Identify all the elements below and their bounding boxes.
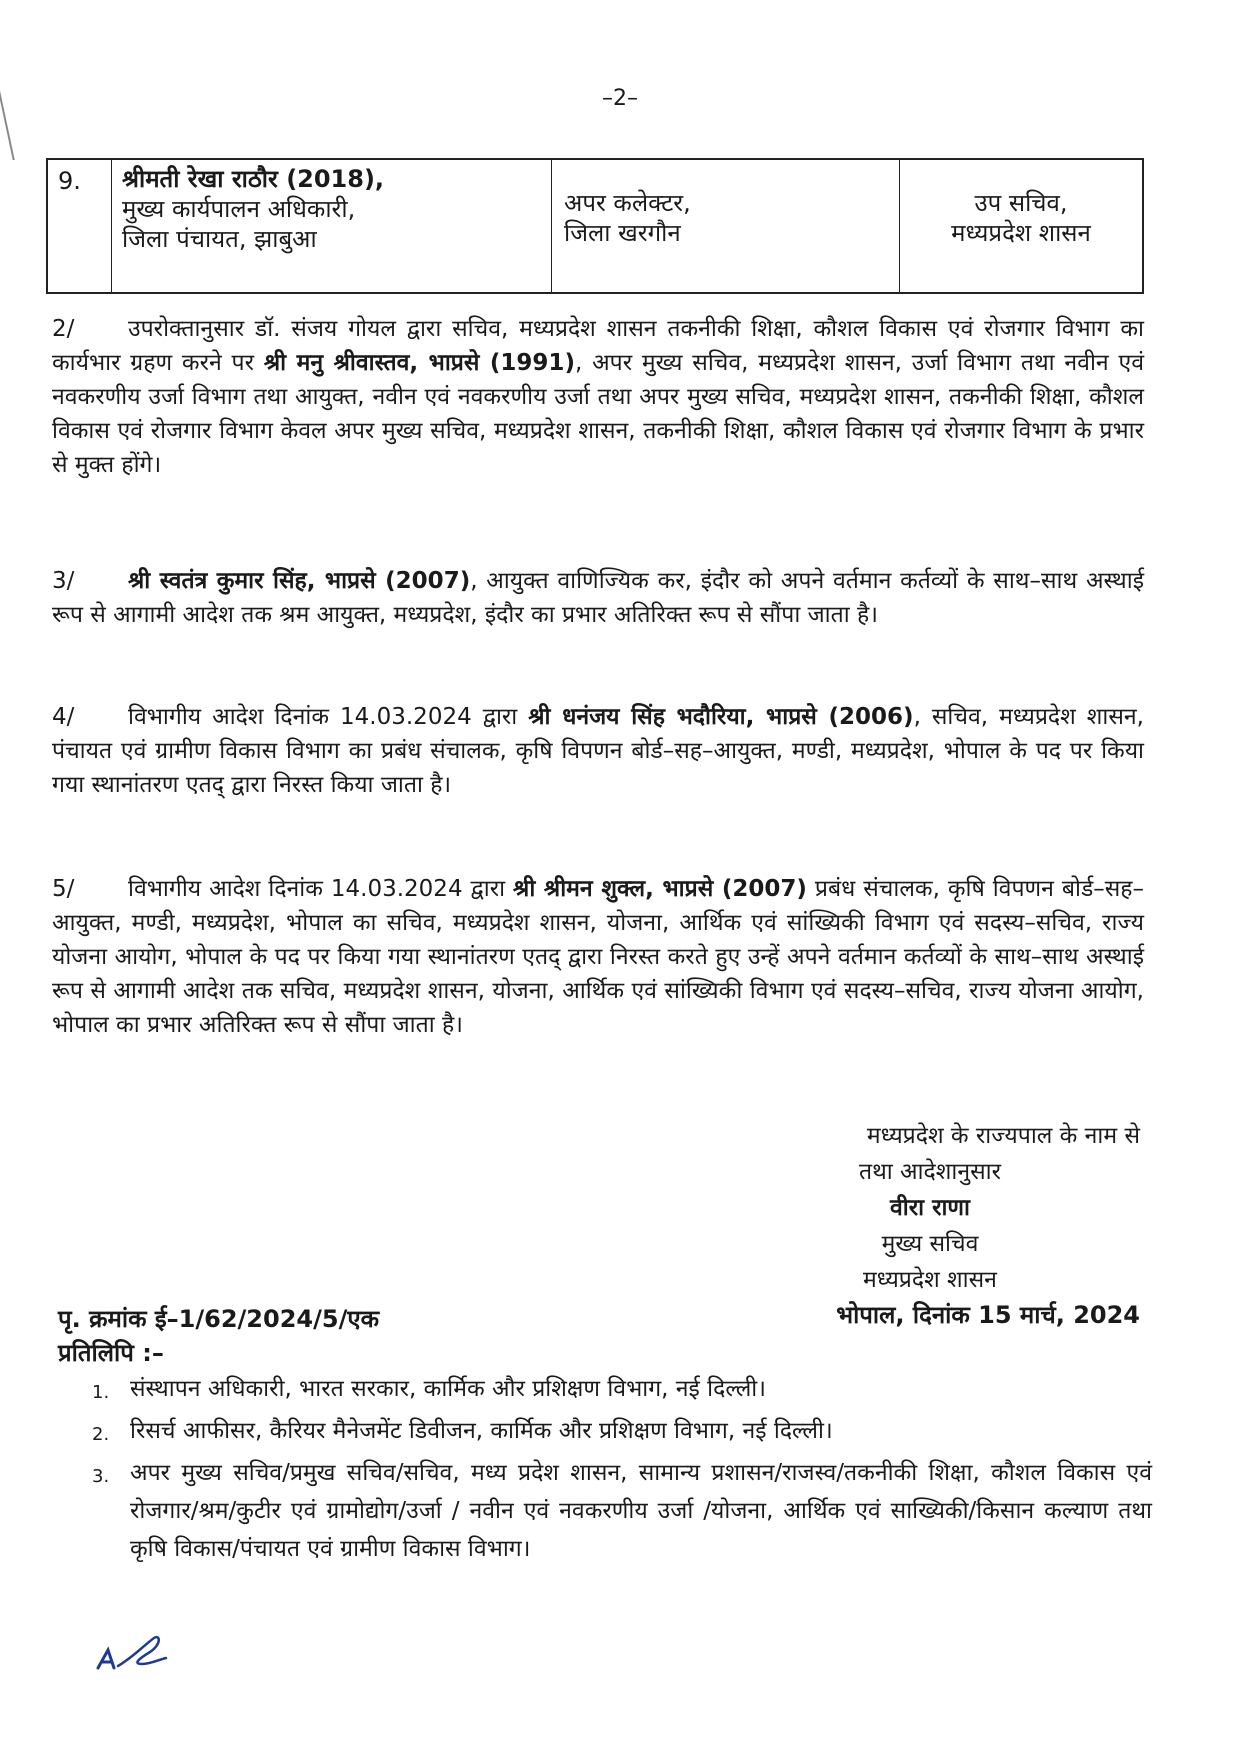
- paragraph-5: [52, 872, 1144, 1042]
- paragraph-text: , आयुक्त वाणिज्यिक कर, इंदौर को अपने वर्तमान कर्तव्यों के साथ–साथ अस्थाई रूप से आगामी आदेश तक श्रम आयुक्त, मध्यप्रदेश, इंदौर का प्रभार अतिरिक्त रूप से सौंपा जाता है।: [52, 568, 1144, 628]
- officer-name-bold: श्री मनु श्रीवास्तव, भाप्रसे (1991): [263, 350, 575, 376]
- paragraph-text: , सचिव, मध्यप्रदेश शासन, पंचायत एवं ग्रामीण विकास विभाग का प्रबंध संचालक, कृषि विपणन बोर्ड–सह–आयुक्त, मण्डी, मध्यप्रदेश, भोपाल के पद पर किया गया स्थानांतरण एतद् द्वारा निरस्त किया जाता है।: [52, 704, 1144, 798]
- paragraph-text: प्रबंध संचालक, कृषि विपणन बोर्ड–सह–आयुक्त, मण्डी, मध्यप्रदेश, भोपाल का सचिव, मध्यप्रदेश शासन, योजना, आर्थिक एवं सांख्यिकी विभाग एवं सदस्य–सचिव, राज्य योजना आयोग, भोपाल के पद पर किया गया स्थानांतरण एतद् द्वारा निरस्त करते हुए उन्हें अपने वर्तमान कर्तव्यों के साथ–साथ अस्थाई रूप से आगामी आदेश तक सचिव, मध्यप्रदेश शासन, योजना, आर्थिक एवं सांख्यिकी विभाग एवं सदस्य–सचिव, राज्य योजना आयोग, भोपाल का प्रभार अतिरिक्त रूप से सौंपा जाता है।: [52, 876, 1145, 1038]
- reference-number: पृ. क्रमांक ई–1/62/2024/5/एक: [58, 1305, 380, 1333]
- paragraph-text: उपरोक्तानुसार डॉ. संजय गोयल द्वारा सचिव, मध्यप्रदेश शासन तकनीकी शिक्षा, कौशल विकास एवं रोजगार विभाग का कार्यभार ग्रहण करने पर: [52, 316, 1144, 376]
- list-item-text: अपर मुख्य सचिव/प्रमुख सचिव/सचिव, मध्य प्रदेश शासन, सामान्य प्रशासन/राजस्व/तकनीकी शिक्षा, कौशल विकास एवं रोजगार/श्रम/कुटीर एवं ग्रामोद्योग/उर्जा / नवीन एवं नवकरणीय उर्जा /योजना, आर्थिक एवं साख्यिकी/किसान कल्याण तथा कृषि विकास/पंचायत एवं ग्रामीण विकास विभाग।: [130, 1460, 1152, 1562]
- handwritten-initials: [92, 1628, 172, 1678]
- new-post-line2: जिला खरगौन: [564, 219, 681, 247]
- officer-cell: [112, 160, 552, 292]
- serial-number: 9.: [48, 160, 112, 292]
- page-number: –2–: [602, 86, 638, 111]
- list-item-text: रिसर्च आफीसर, कैरियर मैनेजमेंट डिवीजन, कार्मिक और प्रशिक्षण विभाग, नई दिल्ली।: [130, 1418, 833, 1444]
- current-post-line1: मुख्य कार्यपालन अधिकारी,: [122, 195, 356, 223]
- rank-cell: [900, 160, 1142, 292]
- list-item: [92, 1412, 1152, 1454]
- new-post-line1: अपर कलेक्टर,: [564, 189, 691, 217]
- paragraph-number: 5/: [52, 876, 75, 902]
- copy-to-list: [92, 1370, 1152, 1568]
- signatory-designation: मुख्य सचिव: [881, 1231, 979, 1257]
- rank-line2: मध्यप्रदेश शासन: [951, 219, 1091, 247]
- list-item: [92, 1454, 1152, 1568]
- paragraph-2: [52, 312, 1144, 482]
- officer-name-bold: श्री स्वतंत्र कुमार सिंह, भाप्रसे (2007): [128, 568, 471, 594]
- paragraph-text: , अपर मुख्य सचिव, मध्यप्रदेश शासन, उर्जा विभाग तथा नवीन एवं नवकरणीय उर्जा विभाग तथा आयुक्त, नवीन एवं नवकरणीय उर्जा तथा अपर मुख्य सचिव, मध्यप्रदेश शासन, तकनीकी शिक्षा, कौशल विकास एवं रोजगार विभाग केवल अपर मुख्य सचिव, मध्यप्रदेश शासन, तकनीकी शिक्षा, कौशल विकास एवं रोजगार विभाग के प्रभार से मुक्त होंगे।: [52, 350, 1144, 478]
- signatory-office: मध्यप्रदेश शासन: [863, 1267, 997, 1293]
- paragraph-number: 3/: [52, 568, 75, 594]
- list-item-number: 1.: [92, 1382, 110, 1403]
- officer-name-bold: श्री श्रीमन शुक्ल, भाप्रसे (2007): [513, 876, 807, 902]
- place-date: भोपाल, दिनांक 15 मार्च, 2024: [836, 1301, 1140, 1329]
- signatory-name: वीरा राणा: [889, 1195, 971, 1221]
- paragraph-3: [52, 564, 1144, 632]
- transfer-table-row: [46, 158, 1144, 294]
- list-item: [92, 1370, 1152, 1412]
- signature-line1: मध्यप्रदेश के राज्यपाल के नाम से: [866, 1123, 1140, 1149]
- rank-line1: उप सचिव,: [974, 189, 1068, 217]
- list-item-number: 2.: [92, 1424, 110, 1445]
- paragraph-number: 2/: [52, 316, 75, 342]
- paragraph-number: 4/: [52, 704, 75, 730]
- list-item-text: संस्थापन अधिकारी, भारत सरकार, कार्मिक और प्रशिक्षण विभाग, नई दिल्ली।: [130, 1376, 766, 1402]
- signature-line2: तथा आदेशानुसार: [858, 1159, 1002, 1185]
- paragraph-text: विभागीय आदेश दिनांक 14.03.2024 द्वारा: [128, 704, 529, 730]
- signature-block: [720, 1118, 1140, 1298]
- copy-to-title: प्रतिलिपि :–: [58, 1339, 164, 1367]
- list-item-number: 3.: [92, 1466, 110, 1487]
- current-post-line2: जिला पंचायत, झाबुआ: [122, 225, 317, 253]
- paragraph-text: विभागीय आदेश दिनांक 14.03.2024 द्वारा: [128, 876, 514, 902]
- officer-name: श्रीमती रेखा राठौर (2018),: [122, 165, 385, 193]
- new-post-cell: [552, 160, 900, 292]
- paragraph-4: [52, 700, 1144, 802]
- officer-name-bold: श्री धनंजय सिंह भदौरिया, भाप्रसे (2006): [528, 704, 914, 730]
